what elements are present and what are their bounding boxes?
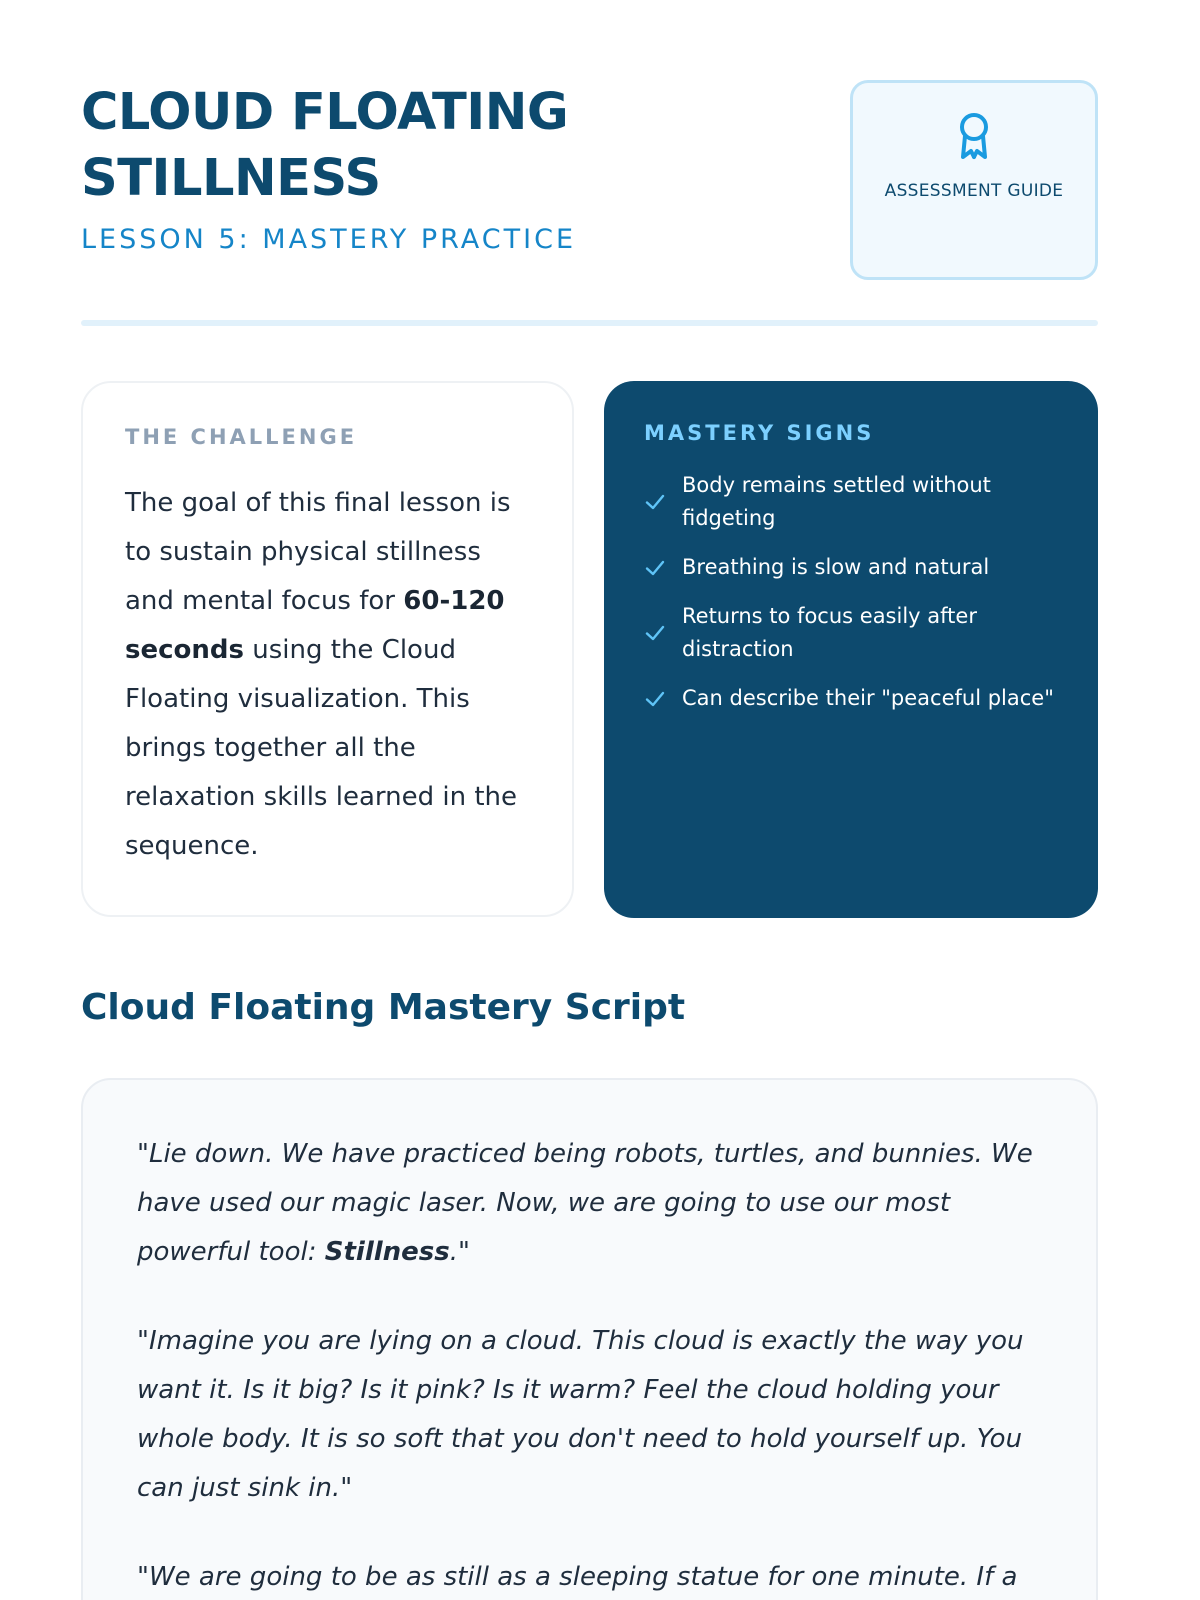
challenge-heading: THE CHALLENGE bbox=[125, 425, 358, 449]
mastery-list bbox=[644, 469, 1058, 715]
check-icon bbox=[644, 557, 666, 579]
script-paragraph-3: "We are going to be as still as a sleeping statue for one minute. If a bbox=[137, 1562, 1018, 1592]
list-item bbox=[644, 469, 1058, 535]
script-stillness-word: Stillness bbox=[324, 1237, 450, 1267]
list-item bbox=[644, 551, 1058, 584]
script-paragraph-1-start: "Lie down. We have practiced being robots, turtles, and bunnies. We have used our magic laser. Now, we are going to use our most powerful tool: bbox=[137, 1139, 1033, 1267]
challenge-text-start: The goal of this final lesson is to sustain physical stillness and mental focus for bbox=[125, 488, 511, 616]
mastery-item-text: Returns to focus easily after distraction bbox=[682, 604, 977, 661]
check-icon bbox=[644, 622, 666, 644]
page-title: CLOUD FLOATING STILLNESS bbox=[81, 83, 569, 208]
mastery-item-text: Breathing is slow and natural bbox=[682, 555, 990, 579]
mastery-item-text: Body remains settled without fidgeting bbox=[682, 473, 991, 530]
challenge-duration: 60-120 seconds bbox=[125, 586, 505, 665]
assessment-guide-label: ASSESSMENT GUIDE bbox=[884, 181, 1064, 201]
check-icon bbox=[644, 688, 666, 710]
challenge-text-end: using the Cloud Floating visualization. This brings together all the relaxation skills learned in the sequence. bbox=[125, 635, 518, 861]
lesson-header bbox=[81, 0, 1098, 325]
script-section-title: Cloud Floating Mastery Script bbox=[81, 987, 686, 1028]
award-ribbon-icon bbox=[954, 111, 994, 163]
list-item bbox=[644, 600, 1058, 666]
mastery-signs-card bbox=[604, 381, 1098, 918]
challenge-text bbox=[125, 479, 530, 871]
lesson-subtitle: LESSON 5: MASTERY PRACTICE bbox=[81, 224, 576, 255]
mastery-heading: MASTERY SIGNS bbox=[644, 421, 875, 445]
challenge-card bbox=[81, 381, 574, 917]
mastery-item-text: Can describe their "peaceful place" bbox=[682, 686, 1054, 710]
script-paragraph-1-end: ." bbox=[449, 1237, 470, 1267]
header-divider bbox=[81, 320, 1098, 326]
info-cards bbox=[81, 381, 1098, 919]
check-icon bbox=[644, 491, 666, 513]
script-paragraph-1 bbox=[137, 1130, 1042, 1277]
list-item bbox=[644, 682, 1058, 715]
script-paragraph-2: "Imagine you are lying on a cloud. This cloud is exactly the way you want it. Is it big? Is it pink? Is it warm? Feel the cloud holding your whole body. It is so soft that you don't need to hold yourself up. You can just sink in." bbox=[137, 1326, 1024, 1503]
script-box bbox=[81, 1078, 1098, 1600]
assessment-guide-badge[interactable] bbox=[850, 80, 1098, 280]
